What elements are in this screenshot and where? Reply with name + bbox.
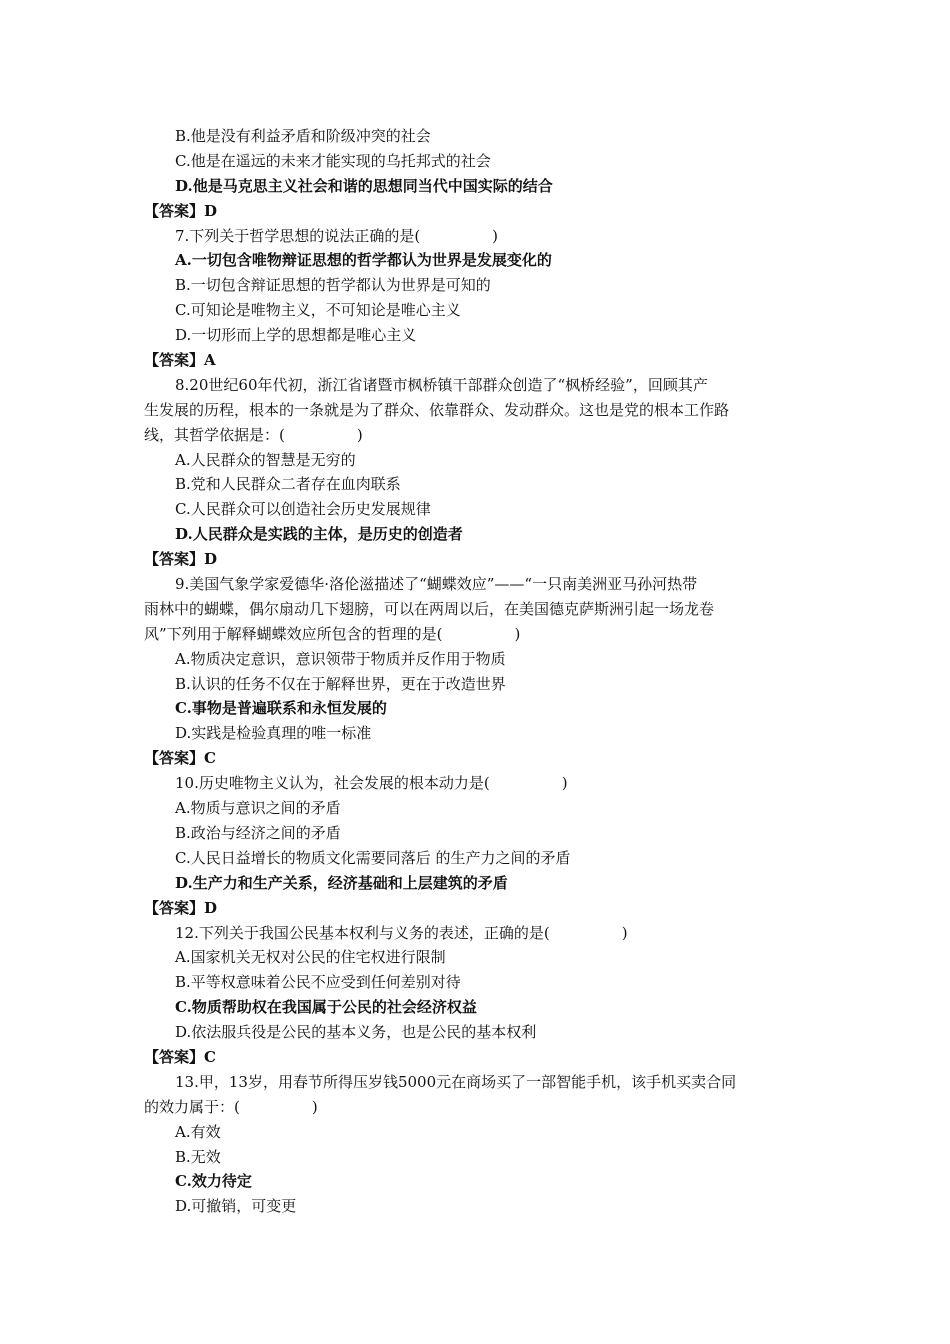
text-line (144, 472, 804, 497)
answer-line (144, 348, 804, 373)
line-text: D.可撤销，可变更 (175, 1197, 297, 1216)
text-line (144, 672, 804, 697)
text-line (144, 448, 804, 473)
text-line (144, 522, 804, 547)
question-text-block (144, 124, 804, 1219)
line-text: C.人民日益增长的物质文化需要同落后 的生产力之间的矛盾 (175, 848, 571, 867)
line-text: D.生产力和生产关系，经济基础和上层建筑的矛盾 (175, 873, 508, 892)
answer-line (144, 199, 804, 224)
line-text: A.物质决定意识，意识领带于物质并反作用于物质 (175, 649, 506, 668)
text-line (144, 373, 804, 398)
line-text: A.国家机关无权对公民的住宅权进行限制 (175, 948, 446, 967)
line-text: D.他是马克思主义社会和谐的思想同当代中国实际的结合 (175, 176, 553, 195)
answer-text: 【答案】C (144, 1047, 216, 1066)
close-paren: ) (311, 1097, 318, 1116)
line-text: D.一切形而上学的思想都是唯心主义 (175, 326, 417, 345)
answer-text: 【答案】C (144, 749, 216, 768)
line-text: B.他是没有利益矛盾和阶级冲突的社会 (175, 127, 431, 145)
text-line (144, 871, 804, 896)
line-text: C.他是在遥远的未来才能实现的乌托邦式的社会 (175, 151, 491, 170)
line-text: 8.20世纪60年代初，浙江省诸暨市枫桥镇干部群众创造了“枫桥经验”，回顾其产 (175, 375, 708, 394)
text-line (144, 1070, 804, 1095)
text-line (144, 1194, 804, 1219)
answer-line (144, 896, 804, 921)
line-text: 10.历史唯物主义认为，社会发展的根本动力是( (175, 774, 490, 793)
line-text: 线，其哲学依据是：( (144, 425, 285, 444)
text-line (144, 696, 804, 721)
line-text: 7.下列关于哲学思想的说法正确的是( (175, 226, 421, 245)
text-line (144, 771, 804, 796)
line-text: 9.美国气象学家爱德华·洛伦滋描述了“蝴蝶效应”——“一只南美洲亚马孙河热带 (175, 575, 698, 594)
close-paren: ) (514, 624, 521, 643)
line-text: D.人民群众是实践的主体，是历史的创造者 (175, 525, 463, 544)
line-text: C.事物是普遍联系和永恒发展的 (175, 699, 387, 718)
text-line (144, 995, 804, 1020)
text-line (144, 572, 804, 597)
answer-text: 【答案】D (144, 550, 218, 569)
line-text: A.一切包含唯物辩证思想的哲学都认为世界是发展变化的 (175, 251, 552, 270)
line-text: B.一切包含辩证思想的哲学都认为世界是可知的 (175, 276, 491, 295)
text-line (144, 1020, 804, 1045)
text-line (144, 298, 804, 323)
text-line (144, 647, 804, 672)
line-text: A.物质与意识之间的矛盾 (175, 799, 341, 818)
text-line (144, 1095, 804, 1120)
line-text: 生发展的历程，根本的一条就是为了群众、依靠群众、发动群众。这也是党的根本工作路 (144, 400, 730, 419)
line-text: C.人民群众可以创造社会历史发展规律 (175, 500, 431, 519)
line-text: D.实践是检验真理的唯一标准 (175, 724, 372, 743)
line-text: 的效力属于：( (144, 1097, 240, 1116)
line-text: 风”下列用于解释蝴蝶效应所包含的哲理的是( (144, 624, 443, 643)
line-text: D.依法服兵役是公民的基本义务，也是公民的基本权利 (175, 1023, 537, 1042)
answer-line (144, 1045, 804, 1070)
text-line (144, 945, 804, 970)
text-line (144, 821, 804, 846)
line-text: B.平等权意味着公民不应受到任何差别对待 (175, 973, 461, 992)
text-line (144, 597, 804, 622)
line-text: A.有效 (175, 1122, 221, 1141)
text-line (144, 1169, 804, 1194)
text-line (144, 1145, 804, 1170)
text-line (144, 846, 804, 871)
line-text: B.认识的任务不仅在于解释世界，更在于改造世界 (175, 674, 506, 693)
text-line (144, 124, 804, 149)
text-line (144, 423, 804, 448)
text-line (144, 398, 804, 423)
text-line (144, 1120, 804, 1145)
close-paren: ) (621, 923, 628, 942)
answer-text: 【答案】A (144, 351, 216, 370)
line-text: 12.下列关于我国公民基本权利与义务的表述，正确的是( (175, 923, 550, 942)
answer-line (144, 547, 804, 572)
text-line (144, 323, 804, 348)
line-text: 雨林中的蝴蝶，偶尔扇动几下翅膀，可以在两周以后，在美国德克萨斯洲引起一场龙卷 (144, 599, 715, 618)
text-line (144, 497, 804, 522)
line-text: C.可知论是唯物主义，不可知论是唯心主义 (175, 301, 461, 320)
line-text: C.效力待定 (175, 1172, 252, 1191)
text-line (144, 970, 804, 995)
text-line (144, 224, 804, 249)
line-text: B.无效 (175, 1147, 221, 1166)
line-text: C.物质帮助权在我国属于公民的社会经济权益 (175, 998, 477, 1017)
answer-line (144, 746, 804, 771)
text-line (144, 622, 804, 647)
line-text: 13.甲，13岁，用春节所得压岁钱5000元在商场买了一部智能手机，该手机买卖合同 (175, 1072, 737, 1091)
close-paren: ) (561, 774, 568, 793)
text-line (144, 149, 804, 174)
text-line (144, 273, 804, 298)
close-paren: ) (492, 226, 499, 245)
text-line (144, 174, 804, 199)
text-line (144, 248, 804, 273)
line-text: B.党和人民群众二者存在血肉联系 (175, 475, 401, 494)
line-text: B.政治与经济之间的矛盾 (175, 823, 341, 842)
text-line (144, 921, 804, 946)
answer-text: 【答案】D (144, 201, 218, 220)
answer-text: 【答案】D (144, 898, 218, 917)
line-text: A.人民群众的智慧是无穷的 (175, 450, 356, 469)
text-line (144, 721, 804, 746)
text-line (144, 796, 804, 821)
close-paren: ) (356, 425, 363, 444)
